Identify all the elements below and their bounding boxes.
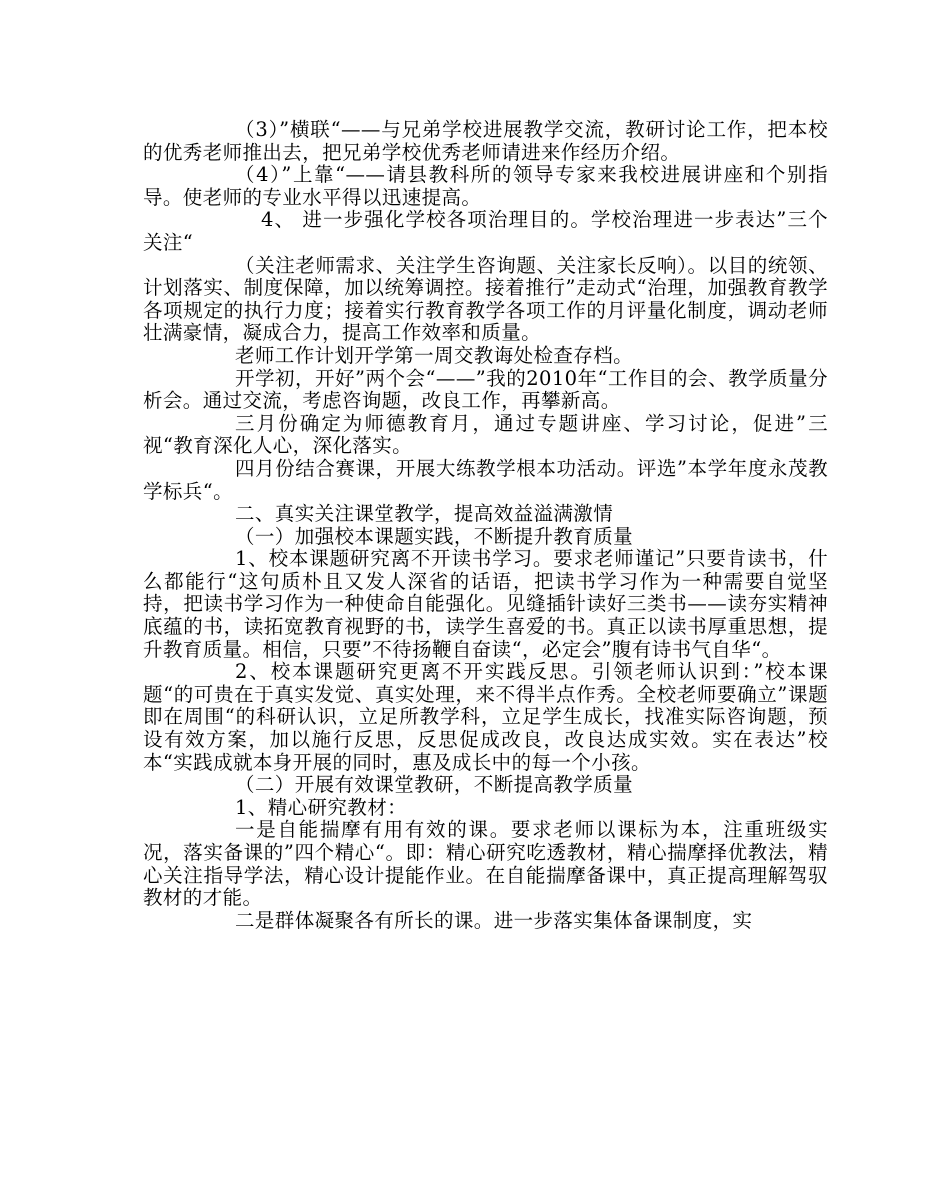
document-body [143,119,828,932]
paragraph-self-preparation: 一是自能揣摩有用有效的课。要求老师以课标为本，注重班级实况，落实备课的”四个精心“。即：精心研究吃透教材，精心揣摩择优教法，精心关注指导学法，精心设计提能作业。在自能揣摩备课中，真正提高理解驾驭教材的才能。 [143,818,828,910]
paragraph-study-materials: 1、精心研究教材： [235,795,408,819]
paragraph-horizontal-link: （3）”横联“——与兄弟学校进展教学交流，教研讨论工作，把本校的优秀老师推出去，把兄弟学校优秀老师请进来作经历介绍。 [143,118,828,164]
paragraph-reading: 1、校本课题研究离不开读书学习。要求老师谨记”只要肯读书，什么都能行“这句质朴且又发人深省的话语，把读书学习作为一种需要自觉坚持，把读书学习作为一种使命自能强化。见缝插针读好三类书——读夯实精神底蕴的书，读拓宽教育视野的书，读学生喜爱的书。真正以读书厚重思想，提升教育质量。相信，只要”不待扬鞭自奋读“，必定会”腹有诗书气自华“。 [143,547,828,661]
paragraph-management-goals: 4、 进一步强化学校各项治理目的。学校治理进一步表达”三个关注“ [143,208,828,254]
paragraph-three-concerns: （关注老师需求、关注学生咨询题、关注家长反响）。以目的统领、计划落实、制度保障，加以统筹调控。接着推行”走动式“治理，加强教育教学各项规定的执行力度；接着实行教育教学各项工作的月评量化制度，调动老师壮满豪情，凝成合力，提高工作效率和质量。 [143,253,828,345]
paragraph-march-ethics: 三月份确定为师德教育月，通过专题讲座、学习讨论，促进”三视“教育深化人心，深化落实。 [143,411,828,458]
paragraph-teacher-plan: 老师工作计划开学第一周交教诲处检查存档。 [235,343,634,367]
section-heading-classroom: 二、真实关注课堂教学，提高效益溢满激情 [235,502,614,526]
paragraph-two-meetings: 开学初，开好”两个会“——”我的2010年“工作目的会、教学质量分析会。通过交流，考虑咨询题，改良工作，再攀新高。 [143,366,828,413]
subheading-effective-teaching: （二）开展有效课堂教研，不断提高教学质量 [235,773,634,797]
subheading-school-topics: （一）加强校本课题实践，不断提升教育质量 [235,524,634,548]
paragraph-april-contest: 四月份结合赛课，开展大练教学根本功活动。评选”本学年度永茂教学标兵“。 [143,456,828,503]
paragraph-upward-reliance: （4）”上靠“——请县教科所的领导专家来我校进展讲座和个别指导。使老师的专业水平得以迅速提高。 [143,163,828,209]
paragraph-reflection: 2、校本课题研究更离不开实践反思。引领老师认识到：”校本课题“的可贵在于真实发觉、真实处理，来不得半点作秀。全校老师要确立”课题即在周围“的科研认识，立足所教学科，立足学生成长，找准实际咨询题，预设有效方案，加以施行反思，反思促成改良，改良达成实效。实在表达”校本“实践成就本身开展的同时，惠及成长中的每一个小孩。 [143,660,828,774]
paragraph-group-preparation: 二是群体凝聚各有所长的课。进一步落实集体备课制度，实 [235,908,753,932]
